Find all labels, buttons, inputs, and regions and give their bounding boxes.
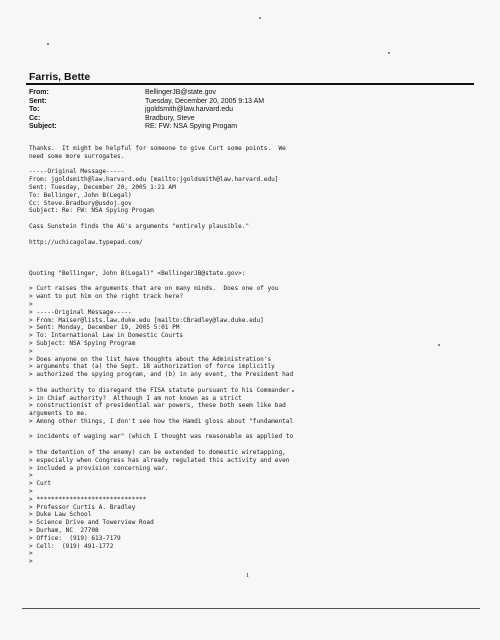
body-line: > Cell: (919) 491-1772 xyxy=(29,542,114,550)
body-line xyxy=(29,426,475,434)
body-line: Subject: Re: FW: NSA Spying Progam xyxy=(29,207,154,215)
body-line: > To: International Law in Domestic Courts xyxy=(29,332,184,340)
email-header xyxy=(29,89,264,132)
body-line: > xyxy=(29,488,33,496)
body-line: arguments to me. xyxy=(29,410,88,418)
page-number: 1 xyxy=(246,572,250,579)
body-line xyxy=(29,254,475,262)
body-line: > authorized the spying program, and (b) in any event, the President had xyxy=(29,371,294,379)
body-line: > the detention of the enemy) can be extended to domestic wiretapping, xyxy=(29,449,286,457)
sender-name: Farris, Bette xyxy=(29,71,91,83)
body-line: > incidents of waging war" (which I thought was reasonable as applied to xyxy=(29,433,294,441)
header-key: From: xyxy=(29,89,49,96)
body-line: Cc: Steve.Bradbury@usdoj.gov xyxy=(29,199,132,207)
scan-speck xyxy=(388,52,390,54)
body-line: > Subject: NSA Spying Program xyxy=(29,339,136,347)
body-line: > Office: (919) 613-7179 xyxy=(29,534,121,542)
body-line: From: jgoldsmith@law.harvard.edu [mailto:jgoldsmith@law.harvard.edu] xyxy=(29,176,279,184)
body-line: > Curt xyxy=(29,480,52,488)
body-line: > Among other things, I don't see how the Hamdi gloss about "fundamental xyxy=(29,417,294,425)
body-line: > Curt raises the arguments that are on many minds. Does one of you xyxy=(29,285,279,293)
body-line: > want to put him on the right track here? xyxy=(29,293,184,301)
scan-speck xyxy=(438,344,440,346)
body-line: > ****************************** xyxy=(29,495,147,503)
footer-rule xyxy=(22,608,480,609)
body-line: > arguments that (a) the Sept. 18 authorization of force implicitly xyxy=(29,363,275,371)
body-line xyxy=(29,215,475,223)
body-line: Thanks. It might be helpful for someone to give Curt some points. We xyxy=(29,145,286,152)
header-key: To: xyxy=(29,106,40,114)
body-line: > the authority to disregard the FISA statute pursuant to his Commander xyxy=(29,386,290,394)
body-line: Cass Sunstein finds the AG's arguments "entirely plausible." xyxy=(29,222,250,230)
header-rule xyxy=(26,83,474,85)
header-value: BellingerJB@state.gov xyxy=(145,89,216,96)
body-line: > in Chief authority? Although I am not known as a strict xyxy=(29,394,242,402)
body-line: need some more surrogates. xyxy=(29,152,125,160)
body-line: > Does anyone on the list have thoughts about the Administration's xyxy=(29,355,272,363)
body-line xyxy=(29,231,475,239)
body-line xyxy=(29,246,475,254)
header-sent xyxy=(29,98,264,107)
body-line: > From: Maiser@lists.law.duke.edu [mailto:CBradley@law.duke.edu] xyxy=(29,316,264,324)
header-to xyxy=(29,106,264,115)
body-line xyxy=(29,379,475,387)
body-line: > xyxy=(29,558,33,566)
header-value: Tuesday, December 20, 2005 9:13 AM xyxy=(145,97,265,105)
body-line: > xyxy=(29,347,33,355)
body-line: > xyxy=(29,550,33,558)
body-line: > Sent: Monday, December 19, 2005 5:01 PM xyxy=(29,324,180,332)
header-subject xyxy=(29,123,264,132)
body-line: > xyxy=(29,300,33,308)
body-line xyxy=(29,161,475,169)
body-line: Quoting "Bellinger, John B(Legal)" <BellingerJB@state.gov>: xyxy=(29,269,246,277)
email-body xyxy=(29,145,475,566)
body-line: > xyxy=(29,472,33,480)
body-line: http://uchicagolaw.typepad.com/ xyxy=(29,238,143,246)
header-cc xyxy=(29,115,264,124)
body-line: > especially when Congress has already regulated this activity and even xyxy=(29,456,290,464)
body-line: To: Bellinger, John B(Legal) xyxy=(29,191,132,199)
body-line: > included a provision concerning war. xyxy=(29,464,169,472)
header-key: Subject: xyxy=(29,123,57,131)
body-line: > constructionist of presidential war powers, these both seem like bad xyxy=(29,402,286,410)
body-line: > Durham, NC 27708 xyxy=(29,527,99,535)
scan-speck xyxy=(292,390,294,392)
body-line xyxy=(29,441,475,449)
header-value: RE: FW: NSA Spying Progam xyxy=(145,123,238,131)
header-key: Sent: xyxy=(29,97,47,105)
body-line: > Professor Curtis A. Bradley xyxy=(29,503,136,511)
body-line: > Science Drive and Towerview Road xyxy=(29,519,154,527)
scan-speck xyxy=(47,43,49,45)
body-line: Sent: Tuesday, December 20, 2005 1:21 AM xyxy=(29,183,176,191)
scan-speck xyxy=(259,17,261,19)
header-key: Cc: xyxy=(29,114,41,122)
body-line: > Duke Law School xyxy=(29,511,92,519)
header-from xyxy=(29,89,264,98)
body-line xyxy=(29,278,475,286)
body-line xyxy=(29,262,475,270)
body-line: > -----Original Message----- xyxy=(29,308,132,316)
header-value: Bradbury, Steve xyxy=(145,114,195,122)
header-value: jgoldsmith@law.harvard.edu xyxy=(145,106,234,114)
body-line: -----Original Message----- xyxy=(29,168,125,176)
